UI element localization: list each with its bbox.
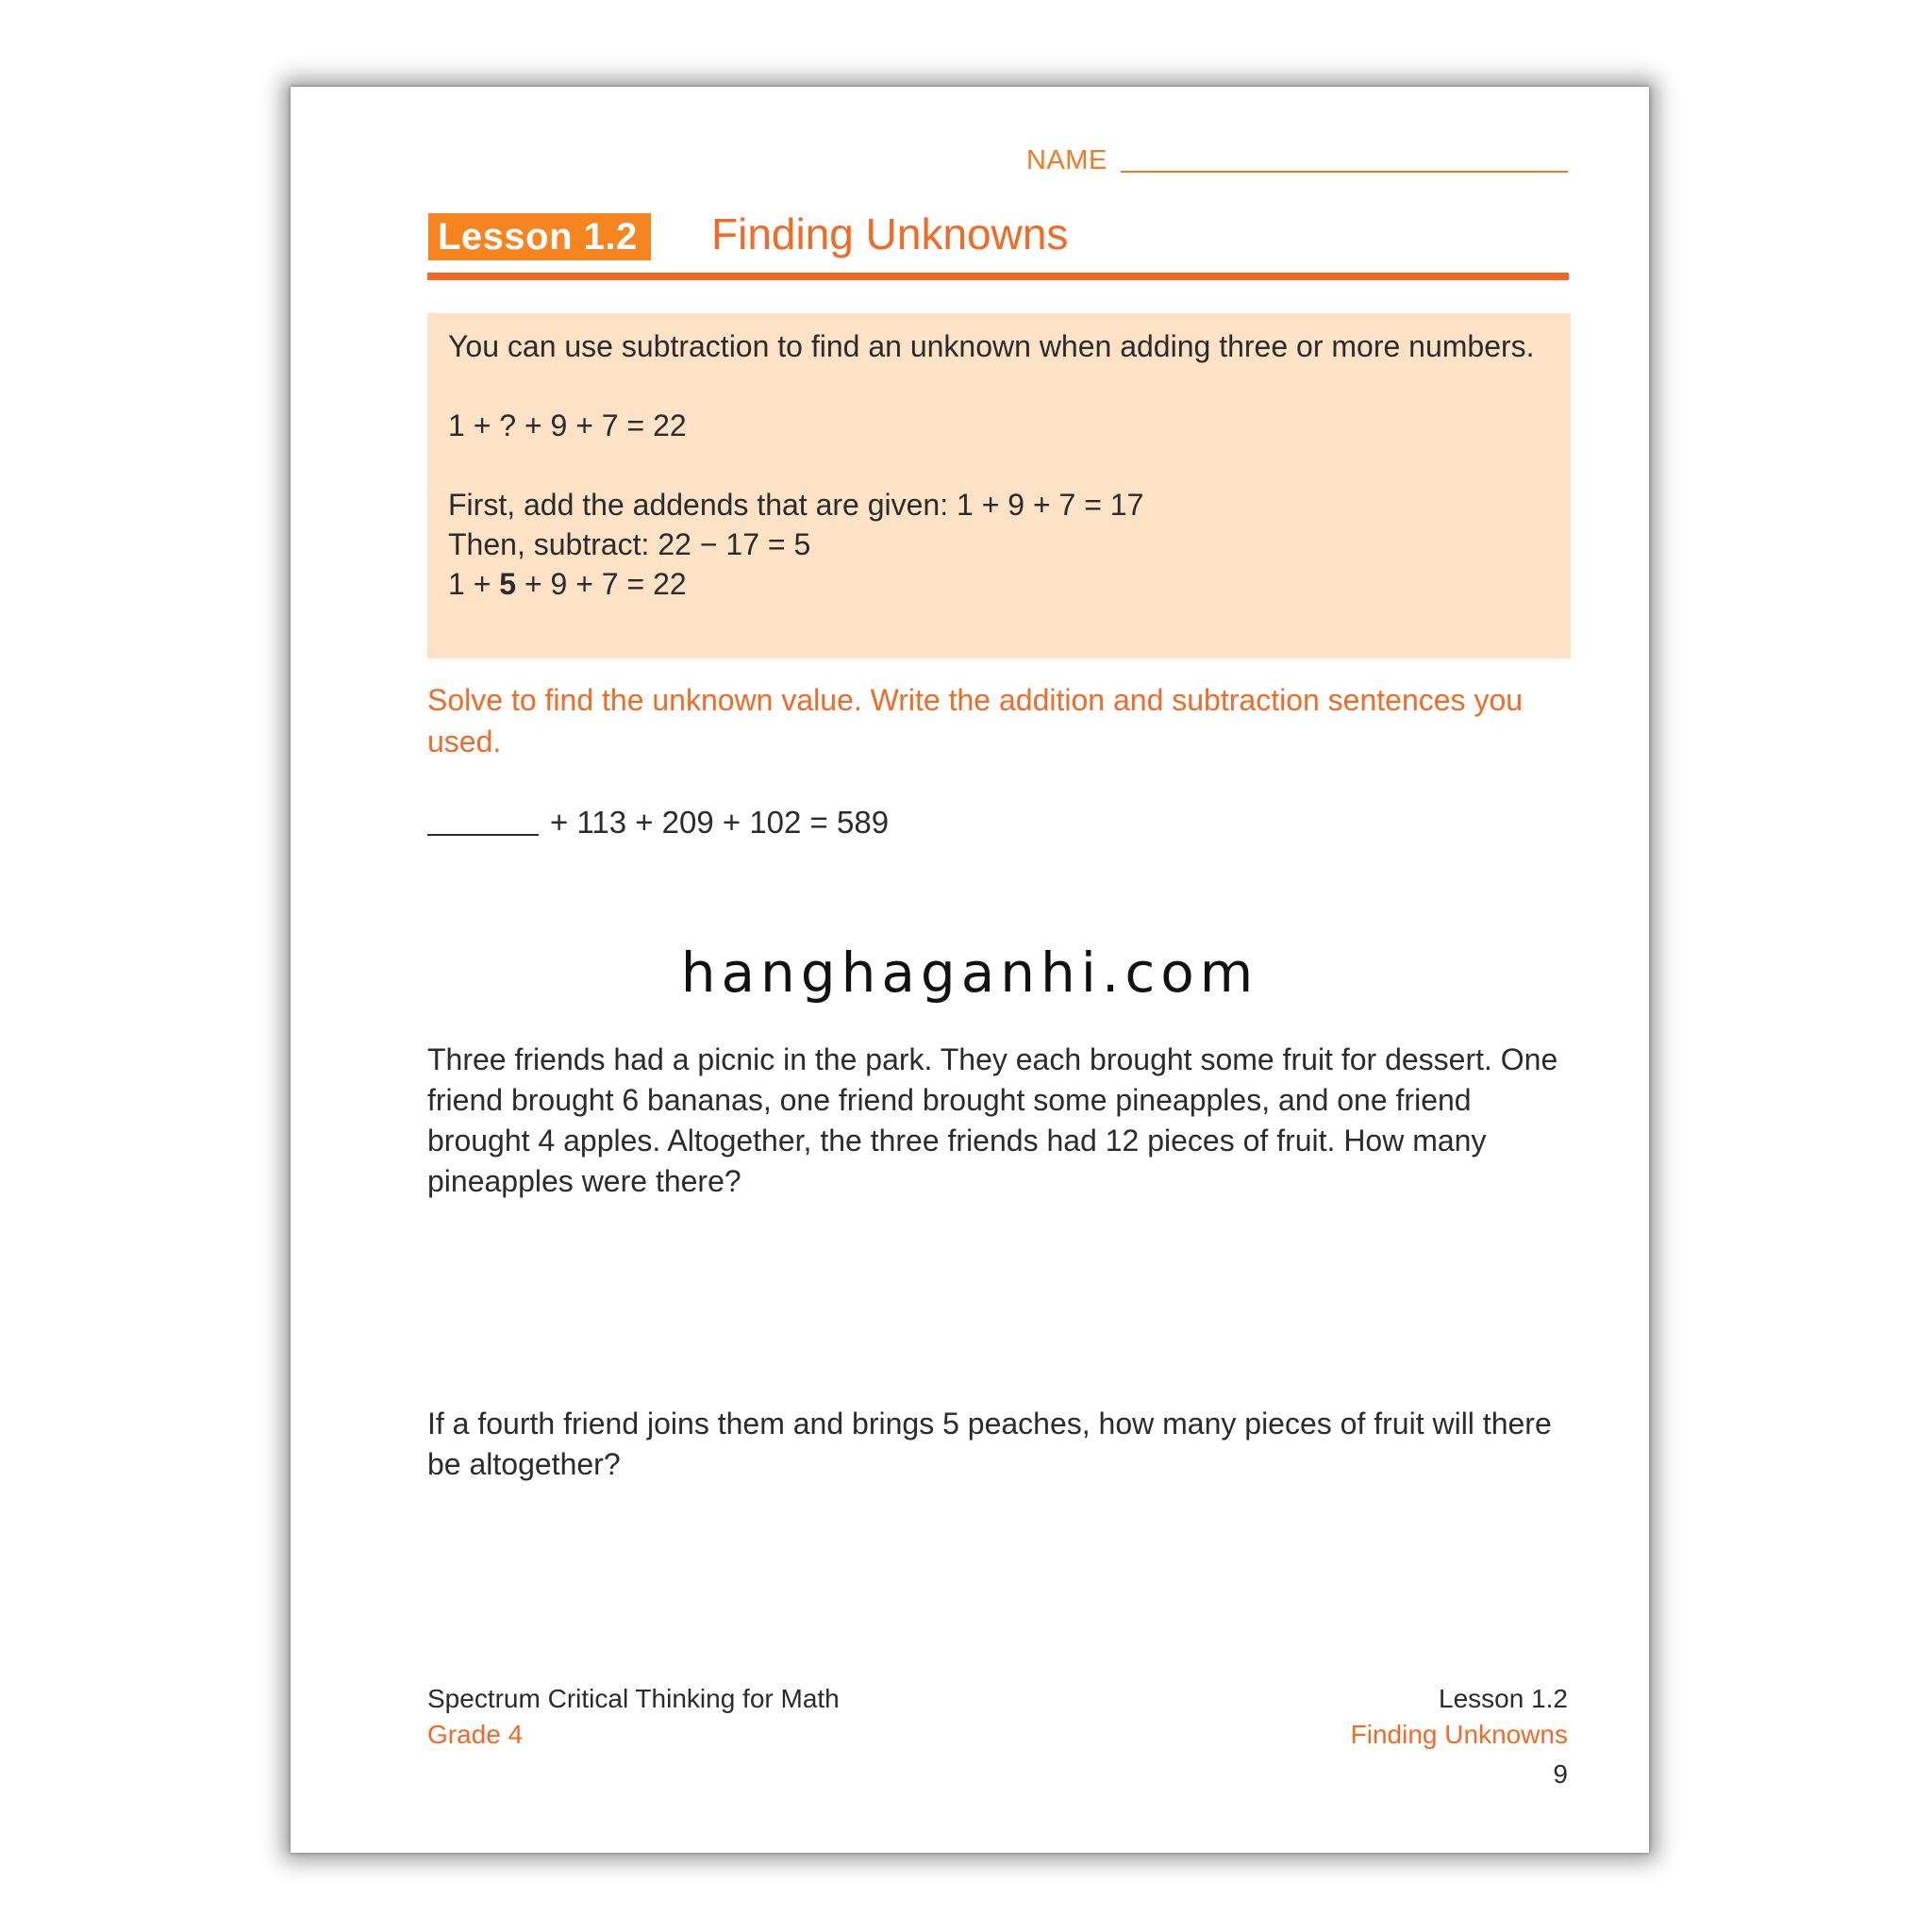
problem2-text: Three friends had a picnic in the park. They each brought some fruit for dessert. One friend brought 6 bananas, one friend brought some pineapples, and one friend brought 4 apples. Altogether, the three friends had 12 pieces of fruit. How many pineapples were there? (427, 1042, 1558, 1198)
name-line (1121, 171, 1568, 173)
result-after: + 9 + 7 = 22 (516, 567, 687, 601)
footer-book-title: Spectrum Critical Thinking for Math (427, 1684, 840, 1713)
explanation-step2: Then, subtract: 22 − 17 = 5 (448, 527, 811, 561)
footer-lesson-title: Finding Unknowns (1350, 1720, 1568, 1749)
watermark: hanghaganhi.com (680, 941, 1259, 1005)
result-before: 1 + (448, 567, 500, 601)
footer-lesson: Lesson 1.2 (1439, 1684, 1568, 1713)
problem1-equation-text: + 113 + 209 + 102 = 589 (550, 805, 890, 840)
answer-blank[interactable] (427, 834, 539, 836)
explanation-step1: First, add the addends that are given: 1 + 9 + 7 = 17 (448, 488, 1144, 522)
footer-grade: Grade 4 (427, 1720, 524, 1749)
explanation-box (427, 313, 1571, 658)
instructions: Solve to find the unknown value. Write the addition and subtraction sentences you used. (427, 683, 1524, 758)
name-field (1026, 145, 1568, 176)
result-answer: 5 (499, 567, 517, 601)
lesson-title: Finding Unknowns (711, 209, 1069, 258)
name-label: NAME (1026, 145, 1108, 175)
worksheet-page (291, 87, 1649, 1853)
lesson-badge: Lesson 1.2 (428, 213, 651, 260)
title-rule (427, 273, 1569, 280)
page-number: 9 (1553, 1759, 1568, 1789)
explanation-result (448, 564, 687, 604)
problem1-equation (427, 802, 889, 843)
problem3-text: If a fourth friend joins them and brings 5 peaches, how many pieces of fruit will there be altogether? (427, 1407, 1552, 1481)
explanation-intro: You can use subtraction to find an unknown when adding three or more numbers. (448, 329, 1535, 363)
explanation-example: 1 + ? + 9 + 7 = 22 (448, 408, 687, 442)
